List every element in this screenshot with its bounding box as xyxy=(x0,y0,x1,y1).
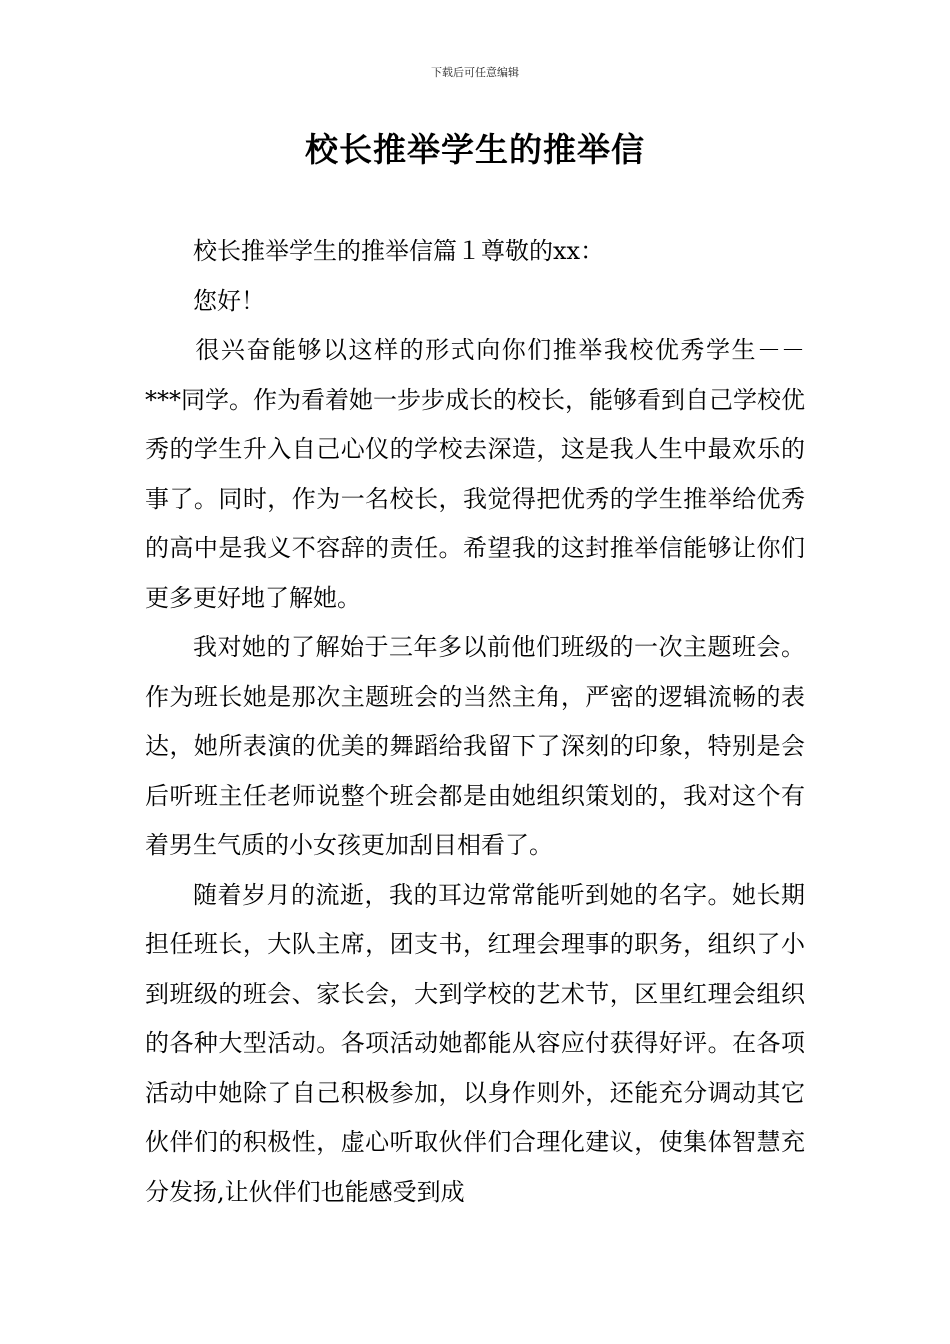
header-note: 下载后可任意编辑 xyxy=(431,66,519,79)
document-title: 校长推举学生的推举信 xyxy=(305,130,645,169)
greeting-line: 您好！ xyxy=(193,286,265,315)
paragraph-first-impression: 我对她的了解始于三年多以前他们班级的一次主题班会。作为班长她是那次主题班会的当然主角，严密的逻辑流畅的表达，她所表演的优美的舞蹈给我留下了深刻的印象，特别是会后听班主任老师说整个班会都是由她组织策划的，我对这个有着男生气质的小女孩更加刮目相看了。 xyxy=(145,633,805,859)
paragraph-leadership: 随着岁月的流逝，我的耳边常常能听到她的名字。她长期担任班长，大队主席，团支书，红理会理事的职务，组织了小到班级的班会、家长会，大到学校的艺术节，区里红理会组织的各种大型活动。各项活动她都能从容应付获得好评。在各项活动中她除了自己积极参加，以身作则外，还能充分调动其它伙伴们的积极性，虚心听取伙伴们合理化建议，使集体智慧充分发扬,让伙伴们也能感受到成 xyxy=(145,880,805,1206)
paragraph-introduction: 很兴奋能够以这样的形式向你们推举我校优秀学生－－***同学。作为看着她一步步成长的校长，能够看到自己学校优秀的学生升入自己心仪的学校去深造，这是我人生中最欢乐的事了。同时，作为一名校长，我觉得把优秀的学生推举给优秀的高中是我义不容辞的责任。希望我的这封推举信能够让你们更多更好地了解她。 xyxy=(145,336,805,612)
letter-body xyxy=(145,227,805,1217)
salutation-line: 校长推举学生的推举信篇１尊敬的xx： xyxy=(193,237,605,265)
